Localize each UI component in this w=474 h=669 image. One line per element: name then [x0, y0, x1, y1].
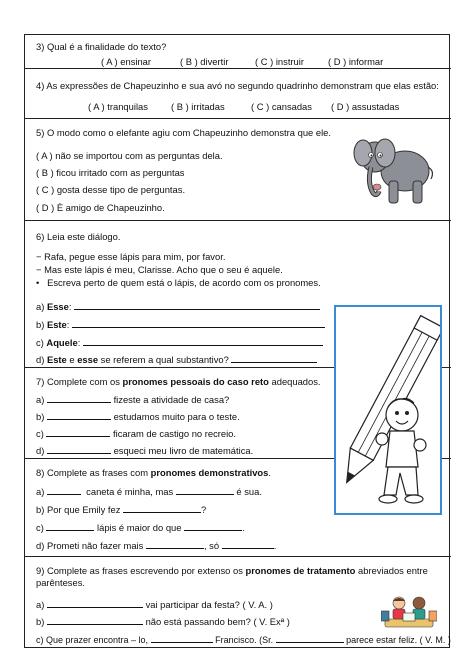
instruction-bullet: • Escreva perto de quem está o lápis, de acordo com os pronomes. [36, 277, 321, 288]
question-6-text: 6) Leia este diálogo. [36, 231, 121, 242]
question-5 [25, 119, 451, 221]
q3-option-b[interactable]: ( B ) divertir [180, 56, 229, 67]
question-9-text-line2: parênteses. [36, 577, 85, 588]
q8-item-c[interactable]: c) lápis é maior do que . [36, 522, 245, 533]
q6-item-d[interactable]: d) Este e esse se referem a qual substantivo? [36, 354, 317, 365]
q4-option-a[interactable]: ( A ) tranquilas [88, 101, 148, 112]
q7-item-d[interactable]: d) esqueci meu livro de matemática. [36, 445, 254, 456]
q6-item-a[interactable]: a) Esse: [36, 301, 320, 312]
q3-option-a[interactable]: ( A ) ensinar [101, 56, 152, 67]
q7-item-a[interactable]: a) fizeste a atividade de casa? [36, 394, 230, 405]
kids-reading-illustration [381, 593, 437, 631]
q8-item-a[interactable]: a) caneta é minha, mas é sua. [36, 486, 262, 497]
q4-option-d[interactable]: ( D ) assustadas [331, 101, 400, 112]
dialog-line-2: − Mas este lápis é meu, Clarisse. Acho que o seu é aquele. [36, 264, 283, 275]
boy-with-pencil-frame [334, 305, 442, 515]
question-9-text: 9) Complete as frases escrevendo por extenso os pronomes de tratamento abreviados entre [36, 565, 428, 576]
q7-item-c[interactable]: c) ficaram de castigo no recreio. [36, 428, 237, 439]
q6-item-c[interactable]: c) Aquele: [36, 337, 323, 348]
q9-item-b[interactable]: b) não está passando bem? ( V. Exª ) [36, 616, 290, 627]
q5-option-d[interactable]: ( D ) È amigo de Chapeuzinho. [36, 202, 165, 213]
question-5-text: 5) O modo como o elefante agiu com Chapeuzinho demonstra que ele. [36, 127, 331, 138]
q5-option-a[interactable]: ( A ) não se importou com as perguntas dela. [36, 150, 223, 161]
question-4 [25, 69, 451, 119]
question-4-text: 4) As expressões de Chapeuzinho e sua avó no segundo quadrinho demonstram que elas estão: [36, 80, 439, 91]
q8-item-b[interactable]: b) Por que Emily fez ? [36, 504, 207, 515]
question-9 [25, 557, 451, 649]
q4-option-b[interactable]: ( B ) irritadas [171, 101, 225, 112]
q3-option-d[interactable]: ( D ) informar [328, 56, 384, 67]
q6-item-b[interactable]: b) Este: [36, 319, 325, 330]
q8-item-d[interactable]: d) Prometi não fazer mais , só . [36, 540, 277, 551]
elephant-illustration [351, 131, 437, 211]
q5-option-c[interactable]: ( C ) gosta desse tipo de perguntas. [36, 184, 186, 195]
q3-option-c[interactable]: ( C ) instruir [255, 56, 304, 67]
boy-with-pencil-illustration [336, 307, 440, 513]
q9-item-c[interactable]: c) Que prazer encontra – lo, Francisco. (Sr. parece estar feliz. ( V. M. ) [36, 635, 451, 645]
question-8-text: 8) Complete as frases com pronomes demonstrativos. [36, 467, 271, 478]
q7-item-b[interactable]: b) estudamos muito para o teste. [36, 411, 240, 422]
dialog-line-1: − Rafa, pegue esse lápis para mim, por favor. [36, 251, 226, 262]
q9-item-a[interactable]: a) vai participar da festa? ( V. A. ) [36, 599, 273, 610]
question-3 [25, 35, 451, 69]
question-3-text: 3) Qual é a finalidade do texto? [36, 41, 167, 52]
q5-option-b[interactable]: ( B ) ficou irritado com as perguntas [36, 167, 185, 178]
question-7-text: 7) Complete com os pronomes pessoais do caso reto adequados. [36, 376, 321, 387]
worksheet [24, 34, 450, 648]
q4-option-c[interactable]: ( C ) cansadas [251, 101, 312, 112]
